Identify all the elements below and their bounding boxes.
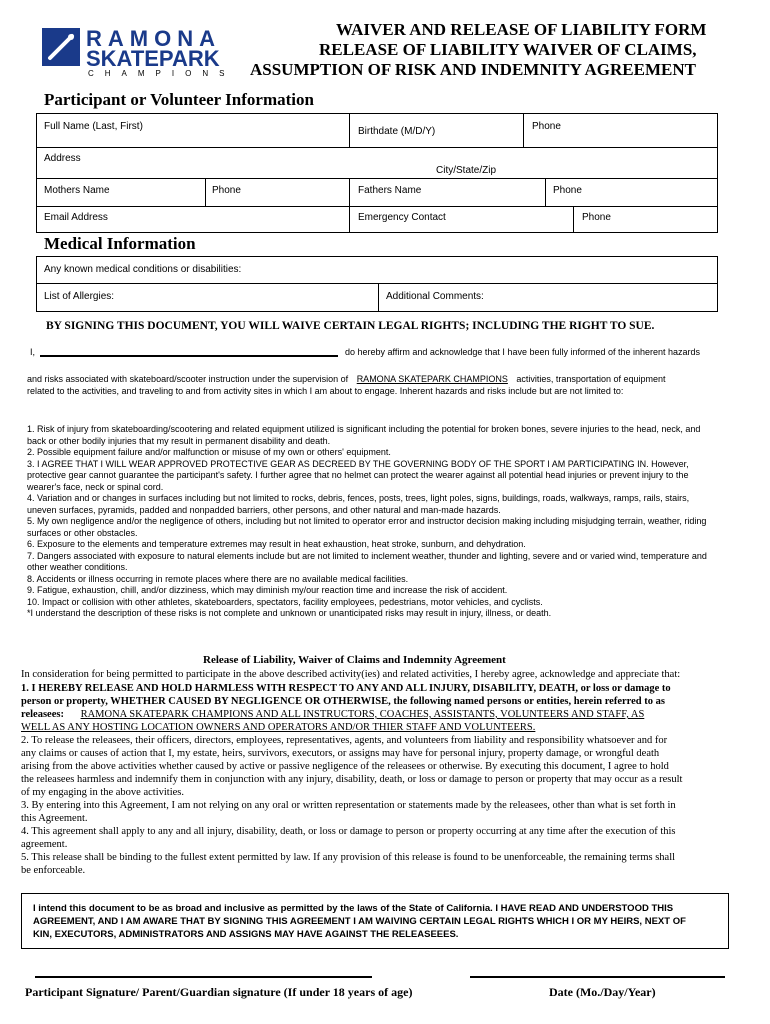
text-line: the releasees harmless and indemnify them in conjunction with any injury, disability, death, or loss or damage to person or property that may occur as a result bbox=[21, 774, 683, 785]
city-state-zip-field[interactable]: City/State/Zip bbox=[436, 165, 497, 176]
full-name-field[interactable]: Full Name (Last, First) bbox=[44, 121, 143, 132]
release-paragraphs bbox=[21, 734, 741, 877]
text-line: back or other bodily injuries that my result in permanent disability and death. bbox=[27, 435, 331, 446]
name-signature-line[interactable] bbox=[40, 355, 338, 357]
release-p1-line4: WELL AS ANY HOSTING LOCATION OWNERS AND OPERATORS AND/OR THIER STAFF AND VOLUNTEERS. bbox=[21, 722, 536, 733]
risk-list bbox=[27, 424, 727, 620]
logo bbox=[42, 28, 247, 78]
text-line: AGREEMENT, AND I AM AWARE THAT BY SIGNING THIS AGREEMENT I AM WAIVING CERTAIN LEGAL RIGHTS WHICH I OR MY HEIRS, NEXT OF bbox=[33, 916, 686, 927]
date-signature-line[interactable] bbox=[470, 976, 725, 978]
phone-field-3[interactable]: Phone bbox=[553, 185, 582, 196]
text-line: 3. I AGREE THAT I WILL WEAR APPROVED PROTECTIVE GEAR AS DECREED BY THE GOVERNING BODY OF THE SPORT I AM PARTICIPATING IN. However, bbox=[27, 458, 689, 469]
text-line: arising from the above activities whether caused by active or passive negligence of the releasees or otherwise. By executing this document, I agree to hold bbox=[21, 761, 669, 772]
text-line: protective gear cannot guarantee the participant's safety. I further agree that no helmet can protect the wearer against all potential head injuries or prevent injury to the bbox=[27, 470, 689, 480]
skateboard-icon bbox=[42, 28, 80, 66]
text-line: any claims or causes of action that I, my estate, heirs, survivors, executors, or assigns may have for personal injury, property damage, or wrongful death bbox=[21, 748, 660, 759]
text-line: wearer's face, neck or spinal cord. bbox=[27, 481, 164, 492]
title-line-2: RELEASE OF LIABILITY WAIVER OF CLAIMS, bbox=[319, 40, 697, 59]
release-heading: Release of Liability, Waiver of Claims and Indemnity Agreement bbox=[203, 654, 506, 666]
affirm-text: do hereby affirm and acknowledge that I have been fully informed of the inherent hazards bbox=[345, 347, 701, 357]
participant-heading: Participant or Volunteer Information bbox=[44, 90, 314, 109]
comments-field[interactable]: Additional Comments: bbox=[386, 291, 484, 302]
phone-field-1[interactable]: Phone bbox=[532, 121, 561, 132]
email-field[interactable]: Email Address bbox=[44, 212, 108, 223]
text-line: 5. This release shall be binding to the fullest extent permitted by law. If any provision of this release is found to be unenforceable, the remaining terms shall bbox=[21, 852, 676, 863]
text-line: 5. My own negligence and/or the negligence of others, including but not limited to operator error and instructor decision making including misjudging terrain, weather, riding bbox=[27, 516, 707, 526]
text-line: agreement. bbox=[21, 839, 68, 850]
phone-field-4[interactable]: Phone bbox=[582, 212, 611, 223]
logo-text-ramona: RAMONA bbox=[86, 26, 221, 51]
release-p1-line1: 1. I HEREBY RELEASE AND HOLD HARMLESS WITH RESPECT TO ANY AND ALL INJURY, DISABILITY, DEATH, or loss or damage to bbox=[21, 683, 671, 694]
text-line: I intend this document to be as broad and inclusive as permitted by the laws of the State of California. I HAVE READ AND UNDERSTOOD THIS bbox=[33, 903, 674, 914]
mothers-name-field[interactable]: Mothers Name bbox=[44, 185, 110, 196]
text-line: 9. Fatigue, exhaustion, chill, and/or dizziness, which may diminish my/our reaction time and increase the risk of accident. bbox=[27, 585, 508, 595]
text-line: 4. This agreement shall apply to any and all injury, disability, death, or loss or damage to person or property occurring at any time after the execution of this bbox=[21, 826, 676, 837]
allergies-field[interactable]: List of Allergies: bbox=[44, 291, 115, 302]
organization-name: RAMONA SKATEPARK CHAMPIONS bbox=[356, 374, 508, 384]
release-p1-line3: releasees: RAMONA SKATEPARK CHAMPIONS AND ALL INSTRUCTORS, COACHES, ASSISTANTS, VOLUNTEERS AND STAFF, AS bbox=[21, 709, 645, 720]
text-line: surfaces or other obstacles. bbox=[27, 527, 138, 538]
text-line: 1. Risk of injury from skateboarding/scootering and related equipment utilized is significant including the potential for broken bones, severe injuries to the head, neck, and bbox=[27, 424, 701, 434]
release-p1-line2: person or property, WHETHER CAUSED BY NEGLIGENCE OR OTHERWISE, the following named persons or entities, herein referred to as bbox=[21, 696, 665, 707]
title-line-1: WAIVER AND RELEASE OF LIABILITY FORM bbox=[336, 20, 707, 39]
emergency-contact-field[interactable]: Emergency Contact bbox=[358, 212, 446, 223]
text-line: 8. Accidents or illness occurring in remote places where there are no available medical facilities. bbox=[27, 573, 409, 584]
text-line: 6. Exposure to the elements and temperature extremes may result in heat exhaustion, heat stroke, sunburn, and dehydration. bbox=[27, 539, 526, 549]
text-line: KIN, EXECUTORS, ADMINISTRATORS AND ASSIGNS MAY HAVE AGAINST THE RELEASEEES. bbox=[33, 929, 459, 940]
title-line-3: ASSUMPTION OF RISK AND INDEMNITY AGREEMENT bbox=[250, 60, 696, 79]
legal-notice: BY SIGNING THIS DOCUMENT, YOU WILL WAIVE CERTAIN LEGAL RIGHTS; INCLUDING THE RIGHT TO SUE. bbox=[46, 320, 655, 332]
text-line: of my engaging in the above activities. bbox=[21, 787, 184, 798]
address-field[interactable]: Address bbox=[44, 153, 81, 164]
affirm-line-2: and risks associated with skateboard/scooter instruction under the supervision of RAMONA SKATEPARK CHAMPIONS activities, transportation of equipment bbox=[27, 374, 666, 384]
fathers-name-field[interactable]: Fathers Name bbox=[358, 185, 422, 196]
text-line: uneven surfaces, pyramids, padded and nonpadded barriers, other persons, and other natural and man-made hazards. bbox=[27, 504, 501, 515]
text-line: be enforceable. bbox=[21, 865, 86, 876]
text-line: *I understand the description of these risks is not complete and unknown or unanticipated risks may result in injury, illness, or death. bbox=[27, 608, 552, 618]
participant-signature-line[interactable] bbox=[35, 976, 372, 978]
logo-text-champions: CHAMPIONS bbox=[88, 69, 236, 78]
text-line: other weather conditions. bbox=[27, 562, 128, 572]
participant-signature-label: Participant Signature/ Parent/Guardian signature (If under 18 years of age) bbox=[25, 985, 413, 999]
text-line: 4. Variation and or changes in surfaces including but not limited to rocks, debris, fences, posts, trees, light poles, signs, buildings, roads, walkways, ramps, rails, stairs, bbox=[27, 493, 690, 503]
phone-field-2[interactable]: Phone bbox=[212, 185, 241, 196]
text-line: 3. By entering into this Agreement, I am not relying on any oral or written representation or statements made by the releasees, other than what is set forth in bbox=[21, 800, 676, 811]
affirm-i: I, bbox=[30, 347, 36, 357]
text-line: 10. Impact or collision with other athletes, skateboarders, spectators, facility employees, pedestrians, motor vehicles, and cyclists. bbox=[27, 596, 543, 607]
affirm-line-3: related to the activities, and traveling to and from activity sites in which I am about to engage. Inherent hazards and risks include but are not limited to: bbox=[27, 386, 624, 396]
medical-heading: Medical Information bbox=[44, 234, 196, 253]
text-line: 7. Dangers associated with exposure to natural elements include but are not limited to inclement weather, thunder and lighting, severe and or varied wind, temperature and bbox=[27, 550, 707, 561]
intent-text bbox=[33, 902, 686, 941]
birthdate-field[interactable]: Birthdate (M/D/Y) bbox=[358, 126, 436, 137]
release-intro: In consideration for being permitted to participate in the above described activity(ies) and related activities, I hereby agree, acknowledge and appreciate that: bbox=[21, 669, 681, 680]
conditions-field[interactable]: Any known medical conditions or disabilities: bbox=[44, 264, 242, 275]
text-line: 2. Possible equipment failure and/or malfunction or misuse of my own or others' equipment. bbox=[27, 447, 391, 457]
text-line: 2. To release the releasees, their officers, directors, employees, representatives, agents, and volunteers from liability and responsibility whatsoever and for bbox=[21, 735, 668, 746]
text-line: this Agreement. bbox=[21, 813, 88, 824]
date-label: Date (Mo./Day/Year) bbox=[549, 985, 656, 999]
logo-text-skatepark: SKATEPARK bbox=[86, 46, 220, 71]
